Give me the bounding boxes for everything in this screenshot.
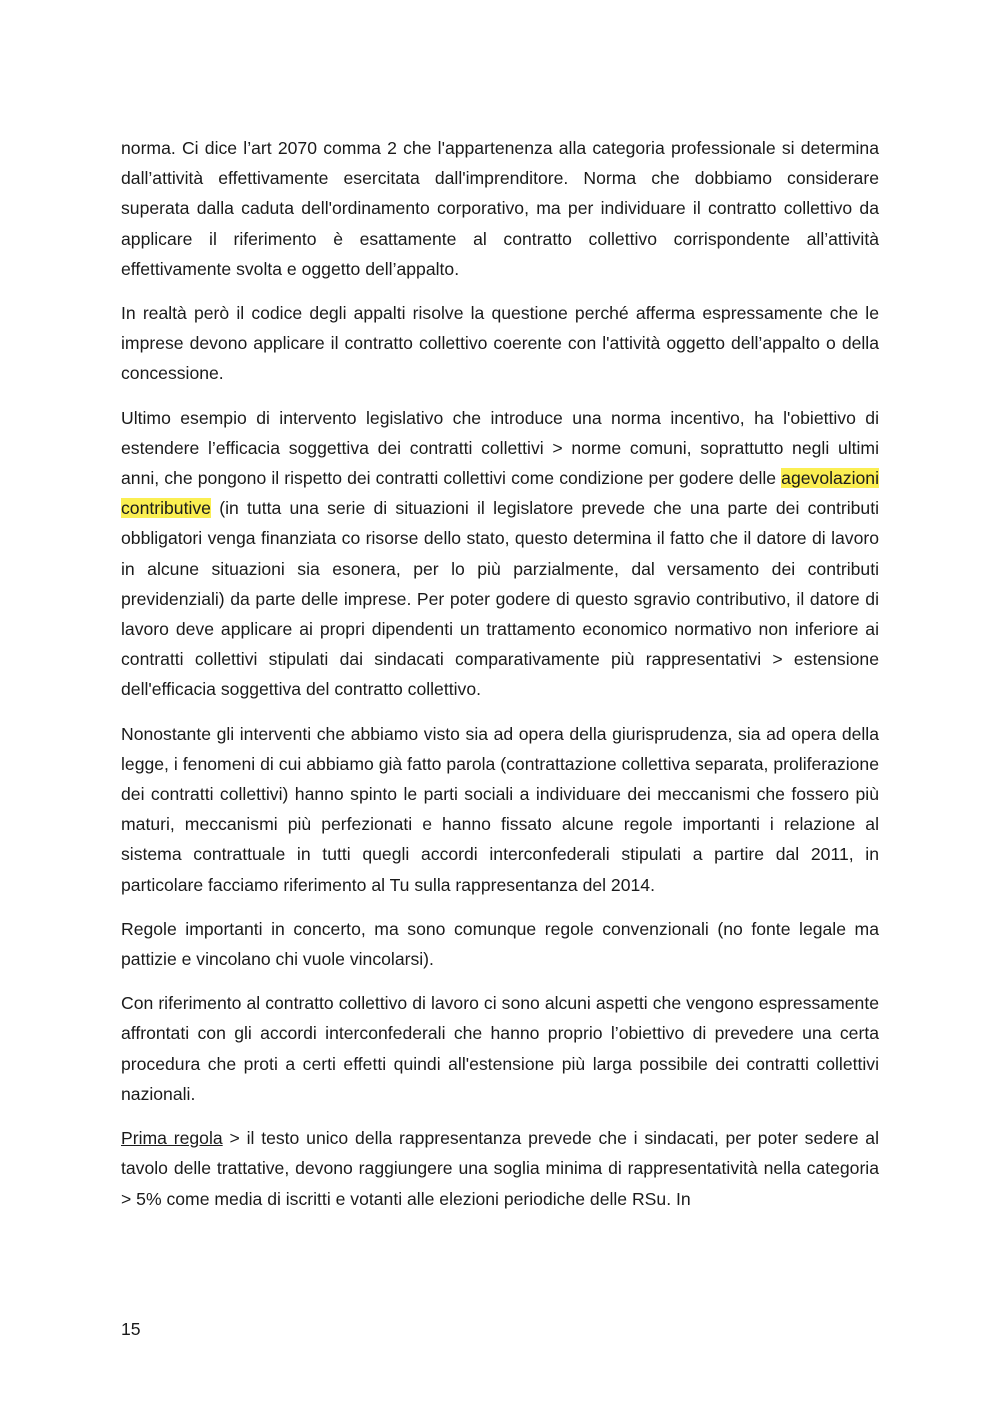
paragraph-text: In realtà però il codice degli appalti risolve la questione perché afferma espressamente che le imprese devono applicare il contratto collettivo coerente con l'attività oggetto dell’appalto o della concessione. — [121, 303, 879, 384]
paragraph-text-after: > il testo unico della rappresentanza prevede che i sindacati, per poter sedere al tavolo delle trattative, devono raggiungere una soglia minima di rappresentatività nella categoria > 5% come media di iscritti e votanti alle elezioni periodiche delle RSu. In — [121, 1128, 879, 1209]
paragraph-accordi-interconfederali — [121, 988, 879, 1109]
paragraph-norma-art-2070 — [121, 133, 879, 284]
paragraph-codice-appalti — [121, 298, 879, 389]
paragraph-interventi — [121, 719, 879, 900]
paragraph-text: Nonostante gli interventi che abbiamo visto sia ad opera della giurisprudenza, sia ad opera della legge, i fenomeni di cui abbiamo già fatto parola (contrattazione collettiva separata, proliferazione dei contratti collettivi) hanno spinto le parti sociali a individuare dei meccanismi che fossero più maturi, meccanismi più perfezionati e hanno fissato alcune regole importanti i relazione al sistema contrattuale in tutti quegli accordi interconfederali stipulati a partire dal 2011, in particolare facciamo riferimento al Tu sulla rappresentanza del 2014. — [121, 723, 879, 895]
underlined-heading: Prima regola — [121, 1128, 223, 1149]
paragraph-text: Con riferimento al contratto collettivo di lavoro ci sono alcuni aspetti che vengono espressamente affrontati con gli accordi interconfederali che hanno proprio l’obiettivo di prevedere una certa procedura che proti a certi effetti quindi all'estensione più larga possibile dei contratti collettivi nazionali. — [121, 993, 879, 1104]
paragraph-prima-regola — [121, 1123, 879, 1214]
page-body — [121, 133, 879, 1228]
page-number: 15 — [121, 1319, 141, 1339]
paragraph-text-after: (in tutta una serie di situazioni il legislatore prevede che una parte dei contributi obbligatori venga finanziata co risorse dello stato, questo determina il fatto che il datore di lavoro in alcune situazioni sia esonera, per lo più parzialmente, dal versamento dei contributi previdenziali) da parte delle imprese. Per poter godere di questo sgravio contributivo, il datore di lavoro deve applicare ai propri dipendenti un trattamento economico normativo non inferiore ai contratti collettivi stipulati dai sindacati comparativamente più rappresentativi > estensione dell'efficacia soggettiva del contratto collettivo. — [121, 498, 879, 700]
highlighted-text: agevolazioni contributive — [121, 468, 879, 519]
paragraph-text-before: Ultimo esempio di intervento legislativo che introduce una norma incentivo, ha l'obiettivo di estendere l’efficacia soggettiva dei contratti collettivi > norme comuni, soprattutto negli ultimi anni, che pongono il rispetto dei contratti collettivi come condizione per godere delle — [121, 407, 879, 489]
paragraph-text: Regole importanti in concerto, ma sono comunque regole convenzionali (no fonte legale ma pattizie e vincolano chi vuole vincolarsi). — [121, 918, 879, 970]
paragraph-regole-convenzionali — [121, 914, 879, 974]
paragraph-norma-incentivo — [121, 403, 879, 705]
paragraph-text: norma. Ci dice l’art 2070 comma 2 che l'appartenenza alla categoria professionale si determina dall’attività effettivamente esercitata dall'imprenditore. Norma che dobbiamo considerare superata dalla caduta dell'ordinamento corporativo, ma per individuare il contratto collettivo da applicare il riferimento è esattamente al contratto collettivo corrispondente all’attività effettivamente svolta e oggetto dell’appalto. — [121, 138, 879, 279]
